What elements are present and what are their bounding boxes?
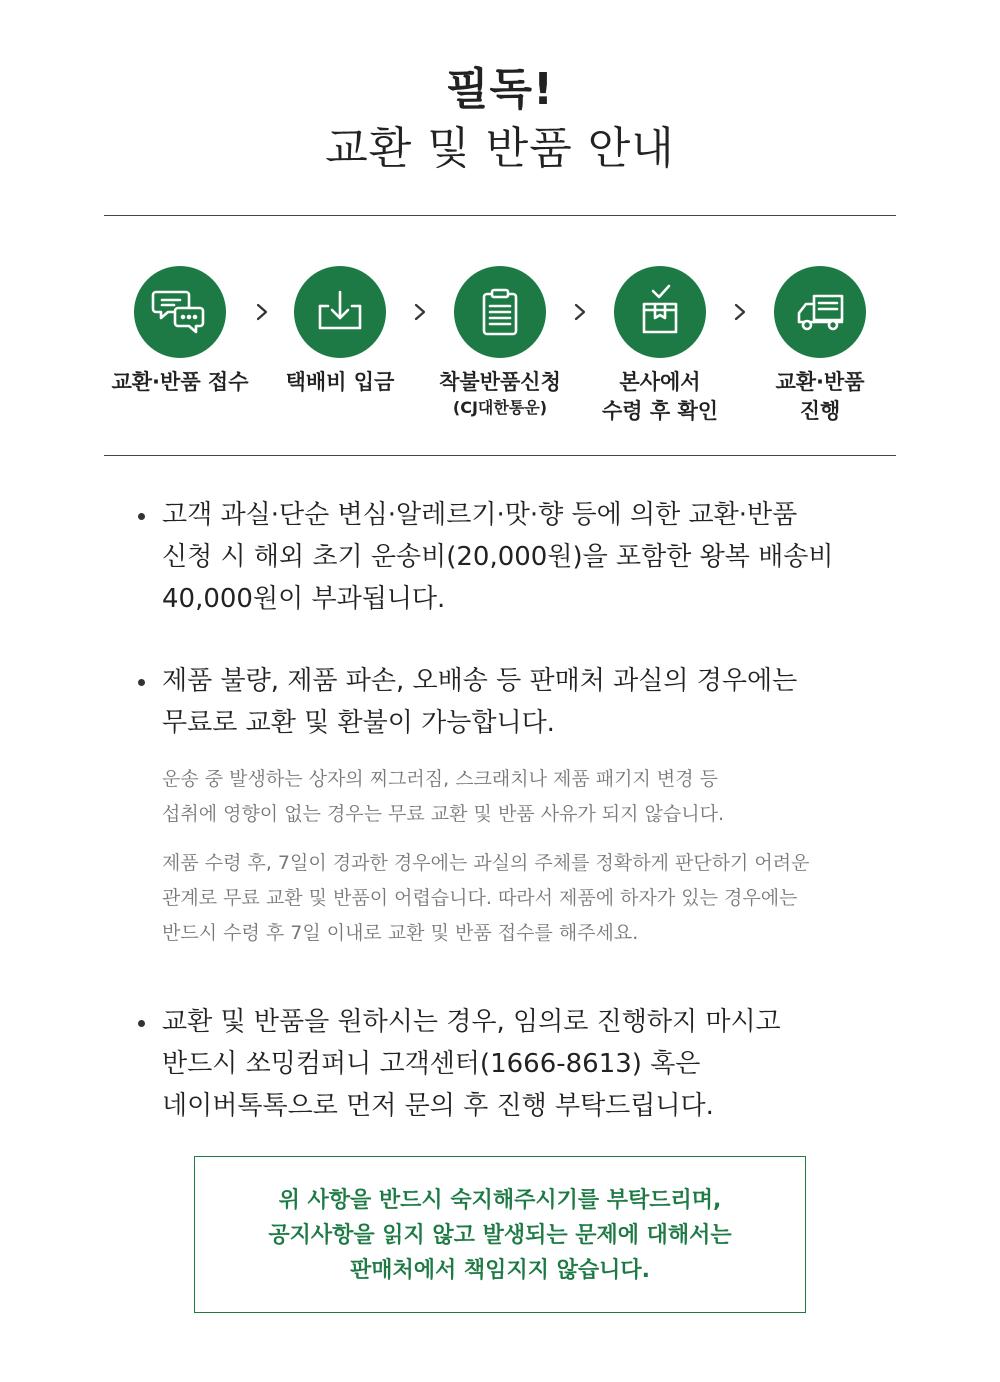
- divider-bottom: [104, 455, 896, 456]
- step-4-label: [580, 368, 740, 426]
- step-5: [740, 266, 900, 426]
- bullet-2-line-2: 무료로 교환 및 환불이 가능합니다.: [162, 708, 555, 738]
- notice-list: [138, 494, 898, 1127]
- step-1: [100, 266, 260, 397]
- note-1-line-2: 섭취에 영향이 없는 경우는 무료 교환 및 반품 사유가 되지 않습니다.: [162, 803, 724, 825]
- bullet-3-line-3: 네이버톡톡으로 먼저 문의 후 진행 부탁드립니다.: [162, 1091, 714, 1121]
- step-4-circle: [614, 266, 706, 358]
- bullet-2-note-1: [138, 762, 898, 832]
- list-item: [138, 660, 898, 744]
- warning-box: [194, 1156, 806, 1313]
- inbox-download-icon: [310, 282, 370, 342]
- list-item: [138, 1001, 898, 1127]
- note-2-line-2: 관계로 무료 교환 및 반품이 어렵습니다. 따라서 제품에 하자가 있는 경우에는: [162, 887, 798, 909]
- step-5-circle: [774, 266, 866, 358]
- step-1-label: 교환·반품 접수: [111, 370, 249, 394]
- warning-line-1: 위 사항을 반드시 숙지해주시기를 부탁드리며,: [278, 1188, 722, 1213]
- bullet-3-line-2: 반드시 쏘밍컴퍼니 고객센터(1666-8613) 혹은: [162, 1049, 701, 1079]
- step-1-circle: [134, 266, 226, 358]
- note-1-line-1: 운송 중 발생하는 상자의 찌그러짐, 스크래치나 제품 패기지 변경 등: [162, 768, 718, 790]
- process-steps: [100, 266, 900, 436]
- step-4-label-line2: 수령 후 확인: [601, 399, 719, 423]
- warning-line-2: 공지사항을 읽지 않고 발생되는 문제에 대해서는: [268, 1223, 732, 1248]
- step-3-circle: [454, 266, 546, 358]
- step-2-circle: [294, 266, 386, 358]
- note-2-line-3: 반드시 수령 후 7일 이내로 교환 및 반품 접수를 해주세요.: [162, 922, 639, 944]
- bullet-2-note-2: [138, 846, 898, 951]
- step-4: [580, 266, 740, 426]
- box-check-icon: [630, 282, 690, 342]
- bullet-1-line-2: 신청 시 해외 초기 운송비(20,000원)을 포함한 왕복 배송비: [162, 542, 834, 572]
- page-title: 교환 및 반품 안내: [325, 123, 675, 174]
- delivery-truck-icon: [790, 282, 850, 342]
- bullet-dot: [138, 513, 145, 520]
- step-3-label: 착불반품신청: [439, 370, 561, 394]
- bullet-1-line-1: 고객 과실·단순 변심·알레르기·맛·향 등에 의한 교환·반품: [162, 500, 798, 530]
- step-4-label-line1: 본사에서: [619, 370, 701, 394]
- step-5-label-line1: 교환·반품: [775, 370, 865, 394]
- step-2-label: 택배비 입금: [285, 370, 395, 394]
- step-2: [260, 266, 420, 397]
- step-5-label: [740, 368, 900, 426]
- step-3-sublabel: (CJ대한통운): [452, 398, 548, 417]
- note-2-line-1: 제품 수령 후, 7일이 경과한 경우에는 과실의 주체를 정확하게 판단하기 어려운: [162, 852, 810, 874]
- step-5-label-line2: 진행: [799, 399, 841, 423]
- bullet-3-line-1: 교환 및 반품을 원하시는 경우, 임의로 진행하지 마시고: [162, 1007, 781, 1037]
- step-3: [420, 266, 580, 419]
- bullet-2-line-1: 제품 불량, 제품 파손, 오배송 등 판매처 과실의 경우에는: [162, 666, 798, 696]
- warning-line-3: 판매처에서 책임지지 않습니다.: [350, 1258, 650, 1283]
- bullet-dot: [138, 679, 145, 686]
- page-title-strong: 필독!: [445, 64, 555, 115]
- page-header: [0, 62, 1000, 178]
- chat-bubbles-icon: [150, 282, 210, 342]
- bullet-dot: [138, 1020, 145, 1027]
- clipboard-icon: [470, 282, 530, 342]
- divider-top: [104, 215, 896, 216]
- list-item: [138, 494, 898, 620]
- bullet-1-line-3: 40,000원이 부과됩니다.: [162, 584, 446, 614]
